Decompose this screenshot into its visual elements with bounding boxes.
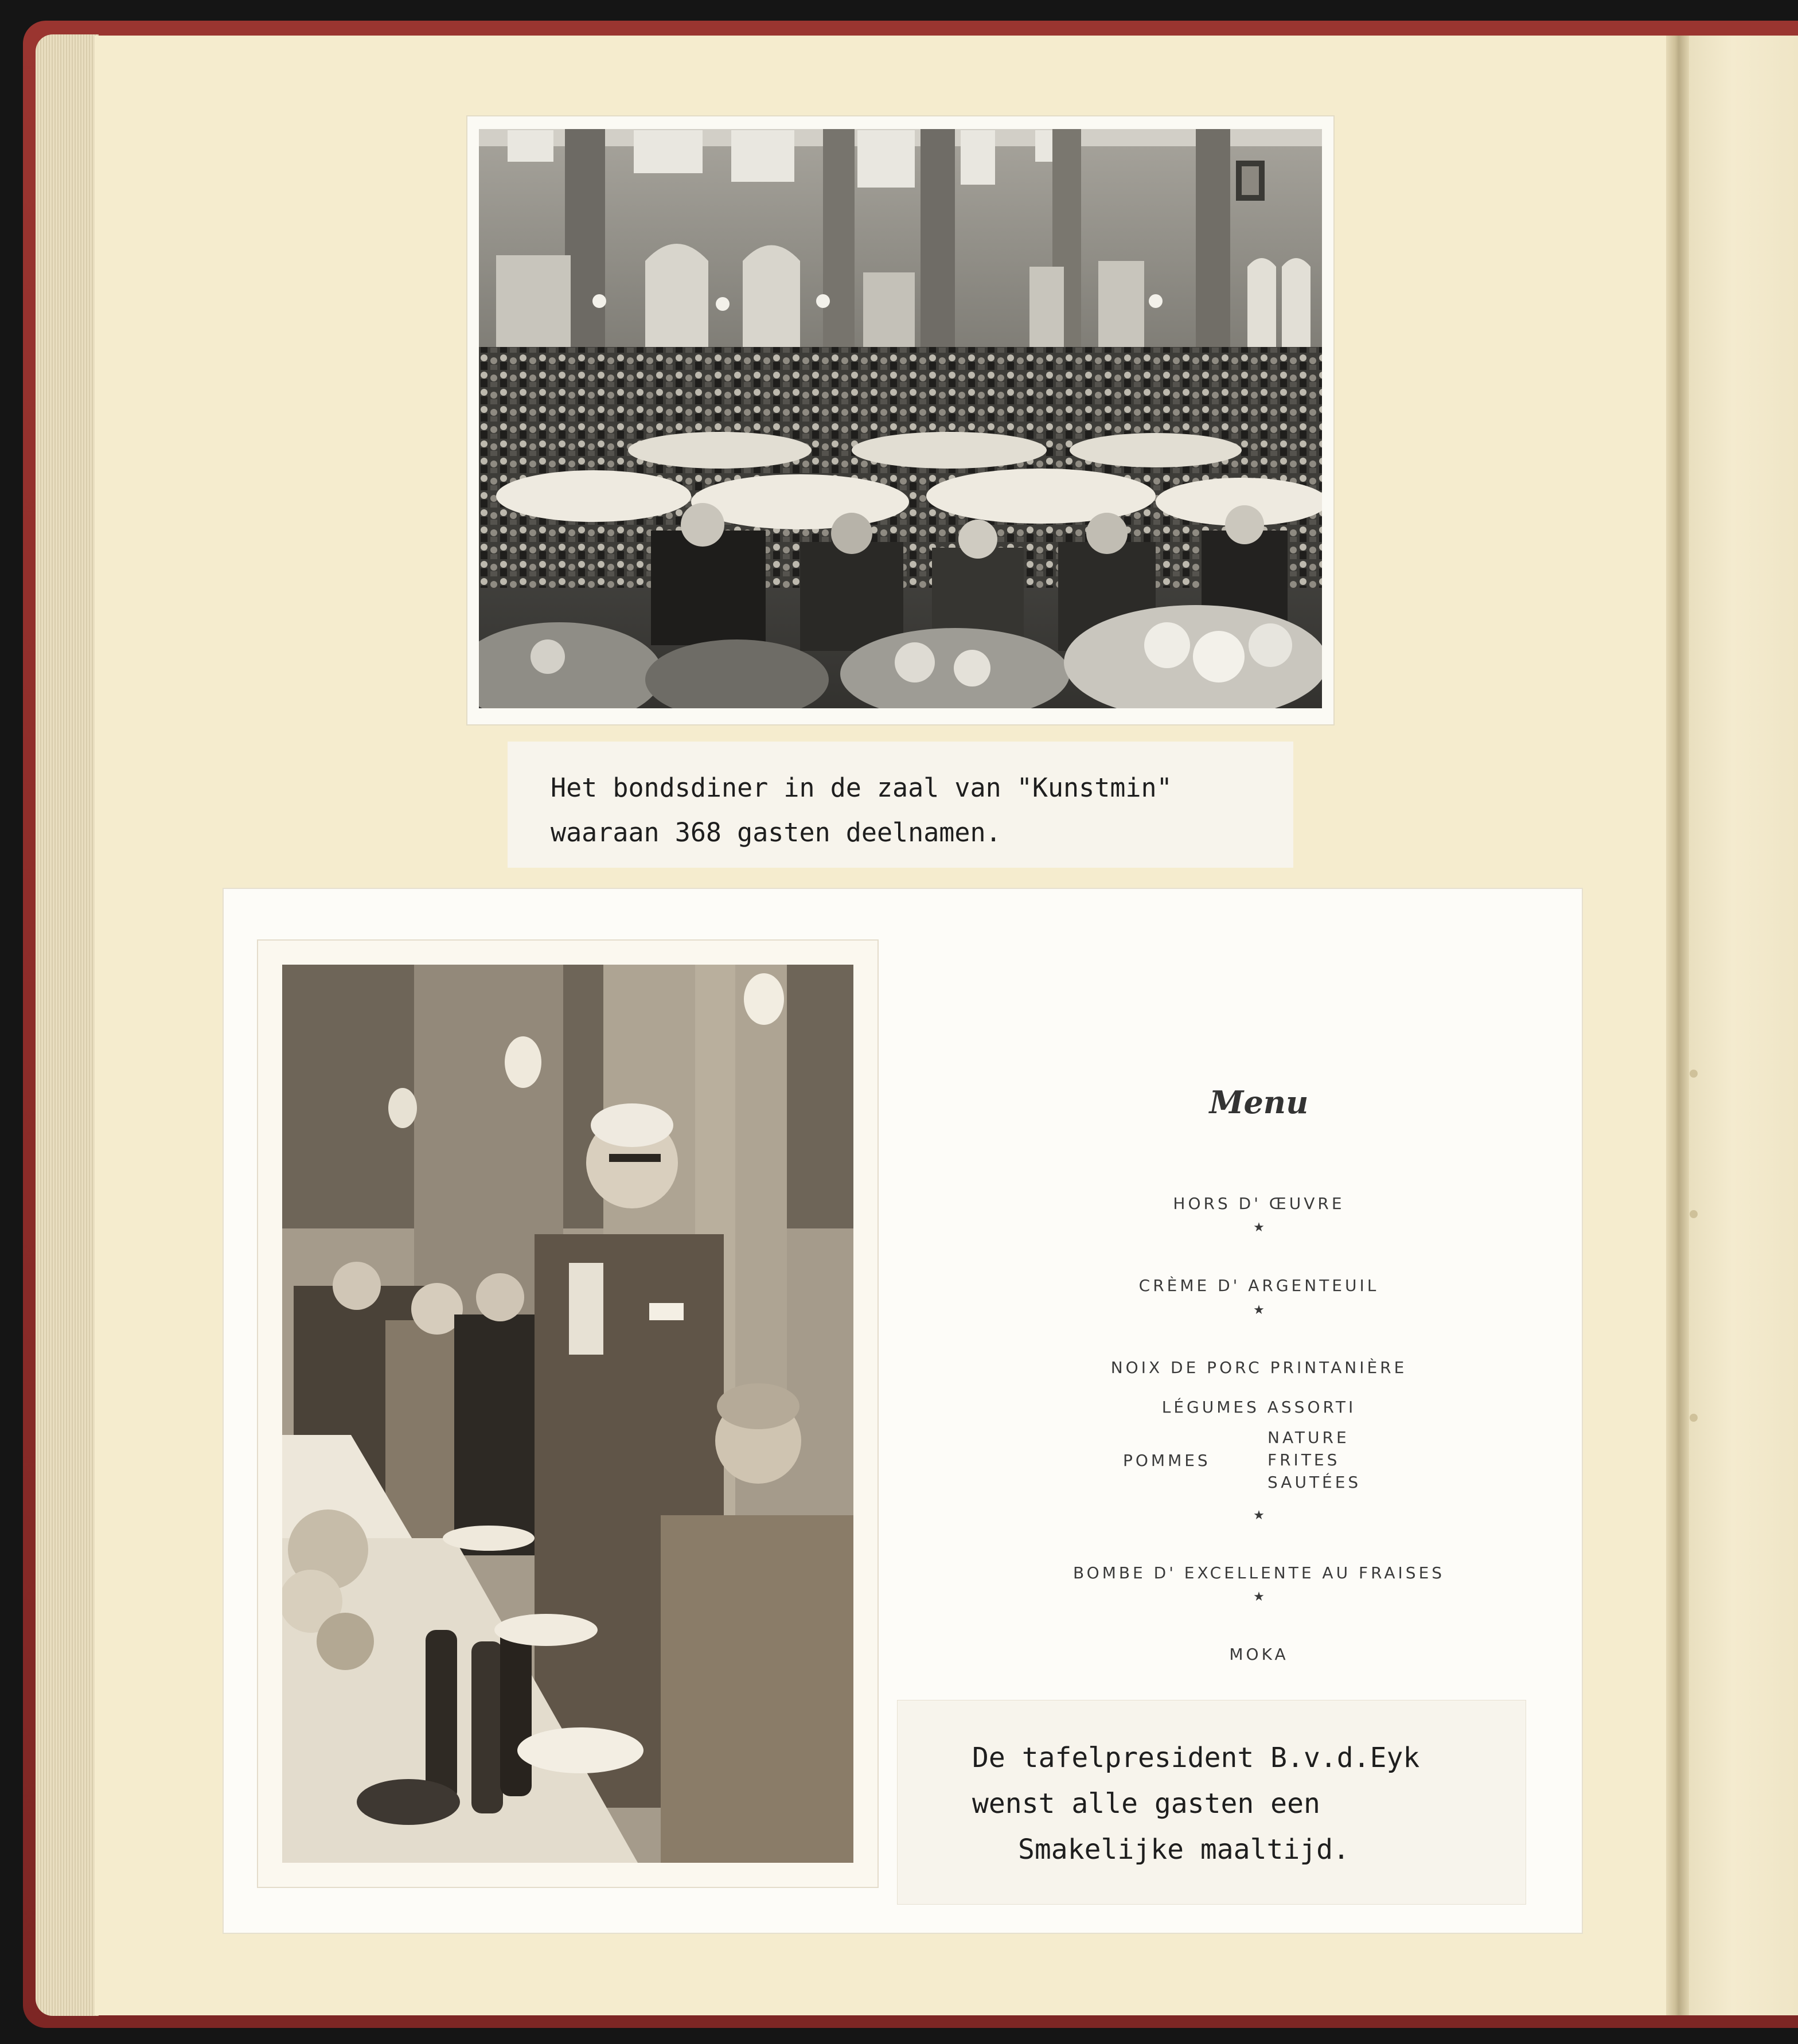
menu-course-noix-de-porc: NOIX DE PORC PRINTANIÈRE (1110, 1358, 1407, 1377)
president-caption (898, 1700, 1526, 1904)
menu-separator-star: ★ (1253, 1220, 1265, 1235)
banquet-caption-line-1: Het bondsdiner in de zaal van "Kunstmin" (551, 773, 1172, 803)
menu-pommes-option-frites: FRITES (1267, 1450, 1340, 1469)
page-gutter (1666, 36, 1689, 2015)
menu-course-bombe: BOMBE D' EXCELLENTE AU FRAISES (1072, 1563, 1445, 1582)
facing-page-edge (1689, 36, 1798, 2015)
president-caption-line-1: De tafelpresident B.v.d.Eyk (972, 1742, 1420, 1774)
menu-separator-star: ★ (1253, 1508, 1265, 1523)
banquet-hall-image (479, 129, 1322, 708)
speech-photo-frame (258, 941, 877, 1887)
menu-separator-star: ★ (1253, 1590, 1265, 1604)
menu-title: Menu (1209, 1084, 1309, 1121)
president-caption-line-3: Smakelijke maaltijd. (1018, 1834, 1350, 1866)
menu-separator-star: ★ (1253, 1303, 1265, 1317)
table-president-photo (282, 965, 853, 1863)
menu-course-creme: CRÈME D' ARGENTEUIL (1138, 1276, 1379, 1295)
president-caption-line-2: wenst alle gasten een (972, 1788, 1320, 1820)
menu-course-legumes: LÉGUMES ASSORTI (1161, 1398, 1356, 1417)
table-president-image (282, 965, 853, 1863)
banquet-photo-frame (467, 116, 1333, 724)
page-edges (36, 34, 99, 2016)
binding-hole (1690, 1414, 1698, 1422)
menu-mount (224, 889, 1582, 1933)
menu-pommes-option-sautees: SAUTÉES (1267, 1473, 1362, 1492)
binding-hole (1690, 1210, 1698, 1218)
menu-course-hors-doeuvre: HORS D' ŒUVRE (1173, 1194, 1345, 1213)
banquet-caption (508, 742, 1293, 868)
menu-pommes-label: POMMES (1123, 1451, 1211, 1470)
menu-course-moka: MOKA (1229, 1645, 1289, 1664)
menu-pommes-option-nature: NATURE (1267, 1428, 1350, 1447)
banquet-hall-photo (479, 129, 1322, 708)
banquet-caption-line-2: waaraan 368 gasten deelnamen. (551, 817, 1001, 848)
menu-card (941, 889, 1577, 1692)
binding-hole (1690, 1070, 1698, 1078)
